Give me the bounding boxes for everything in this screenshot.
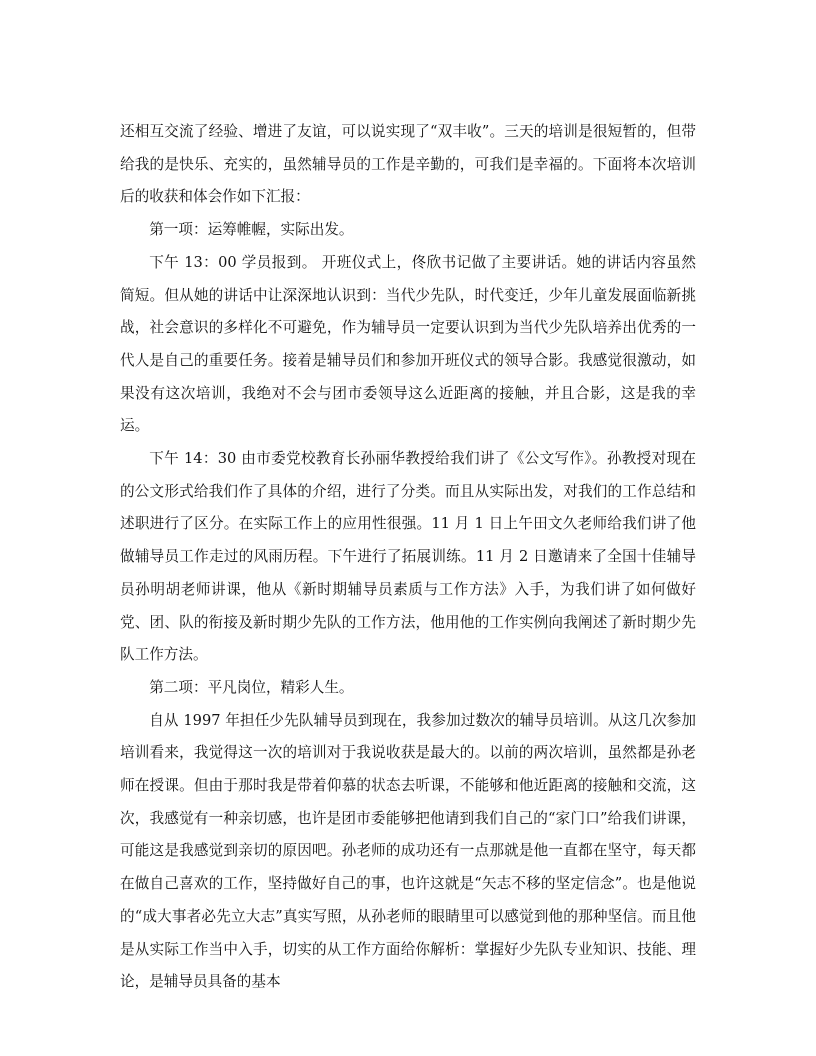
paragraph: 自从 1997 年担任少先队辅导员到现在，我参加过数次的辅导员培训。从这几次参加培训看来，我觉得这一次的培训对于我说收获是最大的。以前的两次培训，虽然都是孙老师在授课。但由于那时我是带着仰慕的状态去听课，不能够和他近距离的接触和交流，这次，我感觉有一种亲切感，也许是团市委能够把他请到我们自己的“家门口”给我们讲课，可能这是我感觉到亲切的原因吧。孙老师的成功还有一点那就是他一直都在坚守，每天都在做自己喜欢的工作，坚持做好自己的事，也许这就是“矢志不移的坚定信念”。也是他说的“成大事者必先立大志”真实写照，从孙老师的眼睛里可以感觉到他的那种坚信。而且他是从实际工作当中入手，切实的从工作方面给你解析：掌握好少先队专业知识、技能、理论，是辅导员具备的基本 <box>120 711 696 991</box>
document-page <box>120 116 696 999</box>
paragraph-continued: 还相互交流了经验、增进了友谊，可以说实现了“双丰收”。三天的培训是很短暂的，但带给我的是快乐、充实的，虽然辅导员的工作是辛勤的，可我们是幸福的。下面将本次培训后的收获和体会作如下汇报： <box>120 123 696 206</box>
section-heading-2: 第二项：平凡岗位，精彩人生。 <box>149 678 354 696</box>
paragraph: 下午 13：00 学员报到。 开班仪式上，佟欣书记做了主要讲话。她的讲话内容虽然简短。但从她的讲话中让深深地认识到：当代少先队，时代变迁，少年儿童发展面临新挑战，社会意识的多样化不可避免，作为辅导员一定要认识到为当代少先队培养出优秀的一代人是自己的重要任务。接着是辅导员们和参加开班仪式的领导合影。我感觉很激动，如果没有这次培训，我绝对不会与团市委领导这么近距离的接触，并且合影，这是我的幸运。 <box>120 253 696 435</box>
paragraph: 下午 14：30 由市委党校教育长孙丽华教授给我们讲了《公文写作》。孙教授对现在的公文形式给我们作了具体的介绍，进行了分类。而且从实际出发，对我们的工作总结和述职进行了区分。在实际工作上的应用性很强。11 月 1 日上午田文久老师给我们讲了他做辅导员工作走过的风雨历程。下午进行了拓展训练。11 月 2 日邀请来了全国十佳辅导员孙明胡老师讲课，他从《新时期辅导员素质与工作方法》入手，为我们讲了如何做好党、团、队的衔接及新时期少先队的工作方法，他用他的工作实例向我阐述了新时期少先队工作方法。 <box>120 450 696 664</box>
section-heading-1: 第一项：运筹帷幄，实际出发。 <box>149 221 354 239</box>
